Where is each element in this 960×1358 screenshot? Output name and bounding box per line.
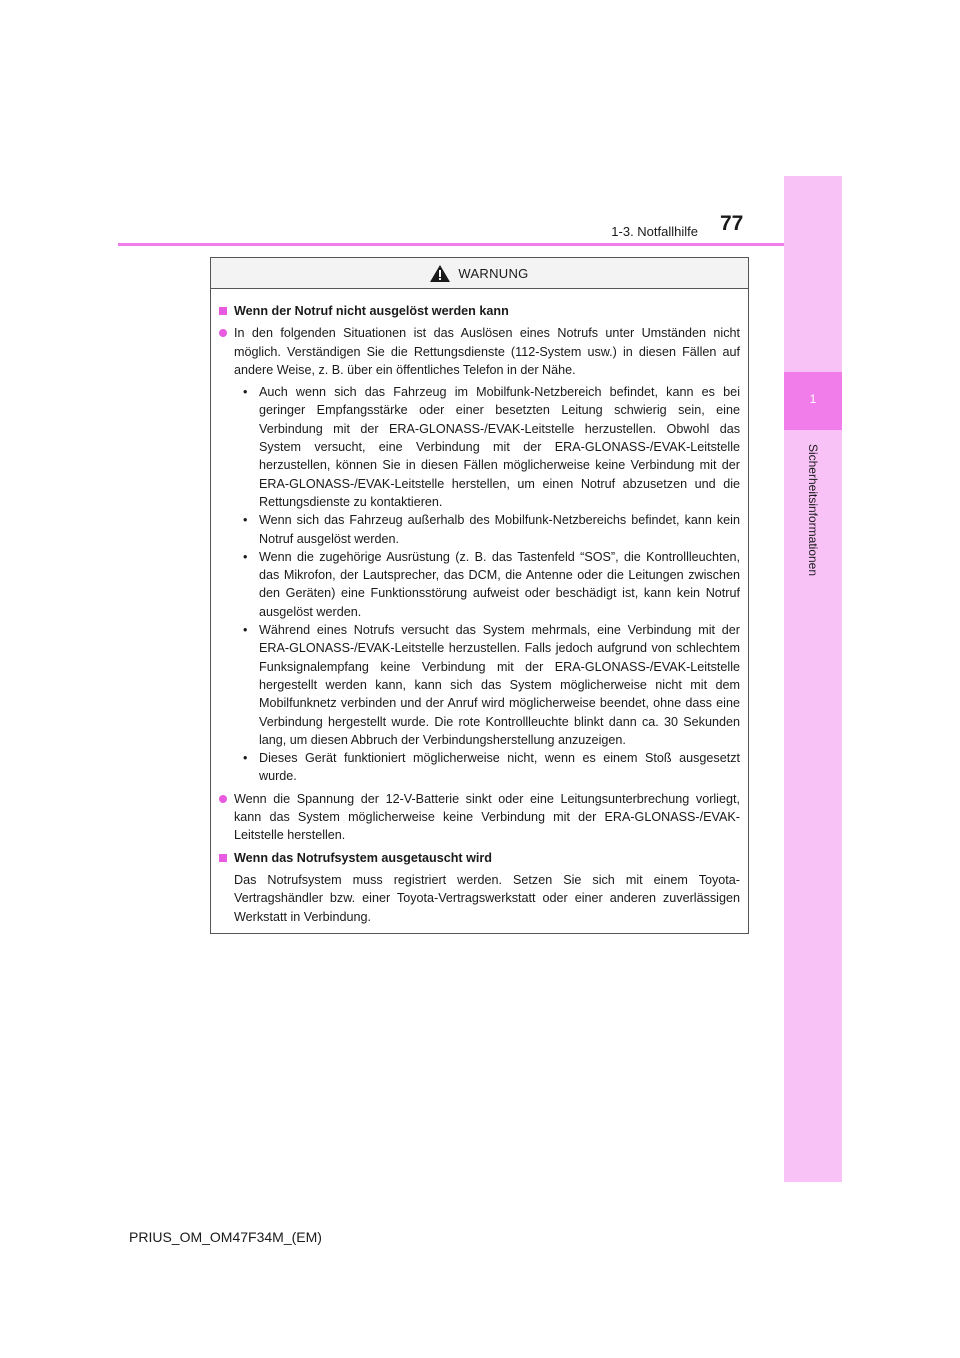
bullet-text: Wenn die Spannung der 12-V-Batterie sinkt oder eine Leitungsunterbrechung vorliegt, kann das System möglicherweise keine Verbindung mit der ERA-GLONASS-/EVAK-Leitstelle herstellen. bbox=[234, 791, 740, 843]
page-number: 77 bbox=[720, 212, 744, 235]
sub-list-item bbox=[243, 383, 740, 511]
section-title: 1-3. Notfallhilfe bbox=[611, 224, 698, 239]
section-paragraph: Das Notrufsystem muss registriert werden. Setzen Sie sich mit einem Toyota-Vertragshändler bzw. einer Toyota-Vertragswerkstatt oder einer anderen zuverlässigen Werkstatt in Verbindung. bbox=[234, 872, 740, 924]
warning-header bbox=[211, 258, 748, 289]
warning-title: WARNUNG bbox=[458, 265, 529, 281]
section-heading bbox=[219, 849, 740, 867]
sub-list-text: Wenn sich das Fahrzeug außerhalb des Mobilfunk-Netzbereichs befindet, kann kein Notruf ausgelöst werden. bbox=[259, 513, 740, 546]
dot-bullet: • bbox=[243, 751, 248, 766]
square-bullet-icon bbox=[219, 854, 227, 862]
header-rule bbox=[118, 243, 784, 246]
bullet-item bbox=[219, 324, 740, 379]
section-heading bbox=[219, 302, 740, 320]
sub-list bbox=[243, 383, 740, 786]
chapter-side-tab bbox=[784, 176, 842, 1182]
section-heading-text: Wenn der Notruf nicht ausgelöst werden kann bbox=[234, 304, 509, 318]
dot-bullet: • bbox=[243, 385, 248, 400]
chapter-number: 1 bbox=[809, 392, 817, 406]
dot-bullet: • bbox=[243, 549, 248, 564]
dot-bullet: • bbox=[243, 623, 248, 638]
warning-body bbox=[211, 289, 748, 926]
chapter-label: Sicherheitsinformationen bbox=[806, 443, 820, 577]
sub-list-text: Während eines Notrufs versucht das System mehrmals, eine Verbindung mit der ERA-GLONASS-/EVAK-Leitstelle herzustellen. Falls jedoch aufgrund von schlechtem Funksignalempfang keine Verbindung mit der ERA-GLONASS-/EVAK-Leitstelle hergestellt werden kann, kann sich das System möglicherweise nicht mit dem Mobilfunknetz verbinden und der Anruf wird möglicherweise beendet, ohne dass eine Verbindung hergestellt wurde. Die rote Kontrollleuchte blinkt dann ca. 30 Sekunden lang, um diesen Abbruch der Verbindungsherstellung anzuzeigen. bbox=[259, 623, 740, 747]
document-code: PRIUS_OM_OM47F34M_(EM) bbox=[129, 1229, 322, 1245]
bullet-text: In den folgenden Situationen ist das Auslösen eines Notrufs unter Umständen nicht möglich. Verständigen Sie die Rettungsdienste (112-System usw.) in diesen Fällen auf andere Weise, z. B. über ein öffentliches Telefon in der Nähe. bbox=[234, 326, 740, 377]
square-bullet-icon bbox=[219, 307, 227, 315]
sub-list-item bbox=[243, 548, 740, 621]
sub-list-item bbox=[243, 511, 740, 548]
sub-list-item bbox=[243, 749, 740, 786]
sub-list-text: Dieses Gerät funktioniert möglicherweise nicht, wenn es einem Stoß ausgesetzt wurde. bbox=[259, 751, 740, 784]
warning-triangle-icon bbox=[430, 265, 450, 282]
sub-list-text: Wenn die zugehörige Ausrüstung (z. B. das Tastenfeld “SOS”, die Kontrollleuchten, das Mikrofon, der Lautsprecher, das DCM, die Antenne oder die Leitungen zwischen den Geräten) eine Funktionsstörung aufweist oder beschädigt ist, kann kein Notruf ausgelöst werden. bbox=[259, 549, 740, 619]
round-bullet-icon bbox=[219, 329, 227, 337]
round-bullet-icon bbox=[219, 795, 227, 803]
sub-list-text: Auch wenn sich das Fahrzeug im Mobilfunk-Netzbereich befindet, kann es bei geringer Empfangsstärke oder einer besetzten Leitung schwierig sein, eine Verbindung mit der ERA-GLONASS-/EVAK-Leitstelle herzustellen. Obwohl das System versucht, eine Verbindung mit der ERA-GLONASS-/EVAK-Leitstelle herzustellen, können Sie in diesen Fällen möglicherweise keine Verbindung mit der ERA-GLONASS-/EVAK-Leitstelle herstellen, um einen Notruf abzusetzen und die Rettungsdienste zu kontaktieren. bbox=[259, 385, 740, 509]
sub-list-item bbox=[243, 621, 740, 749]
section-heading-text: Wenn das Notrufsystem ausgetauscht wird bbox=[234, 850, 492, 865]
bullet-item bbox=[219, 790, 740, 845]
dot-bullet: • bbox=[243, 513, 248, 528]
warning-box bbox=[210, 257, 749, 934]
